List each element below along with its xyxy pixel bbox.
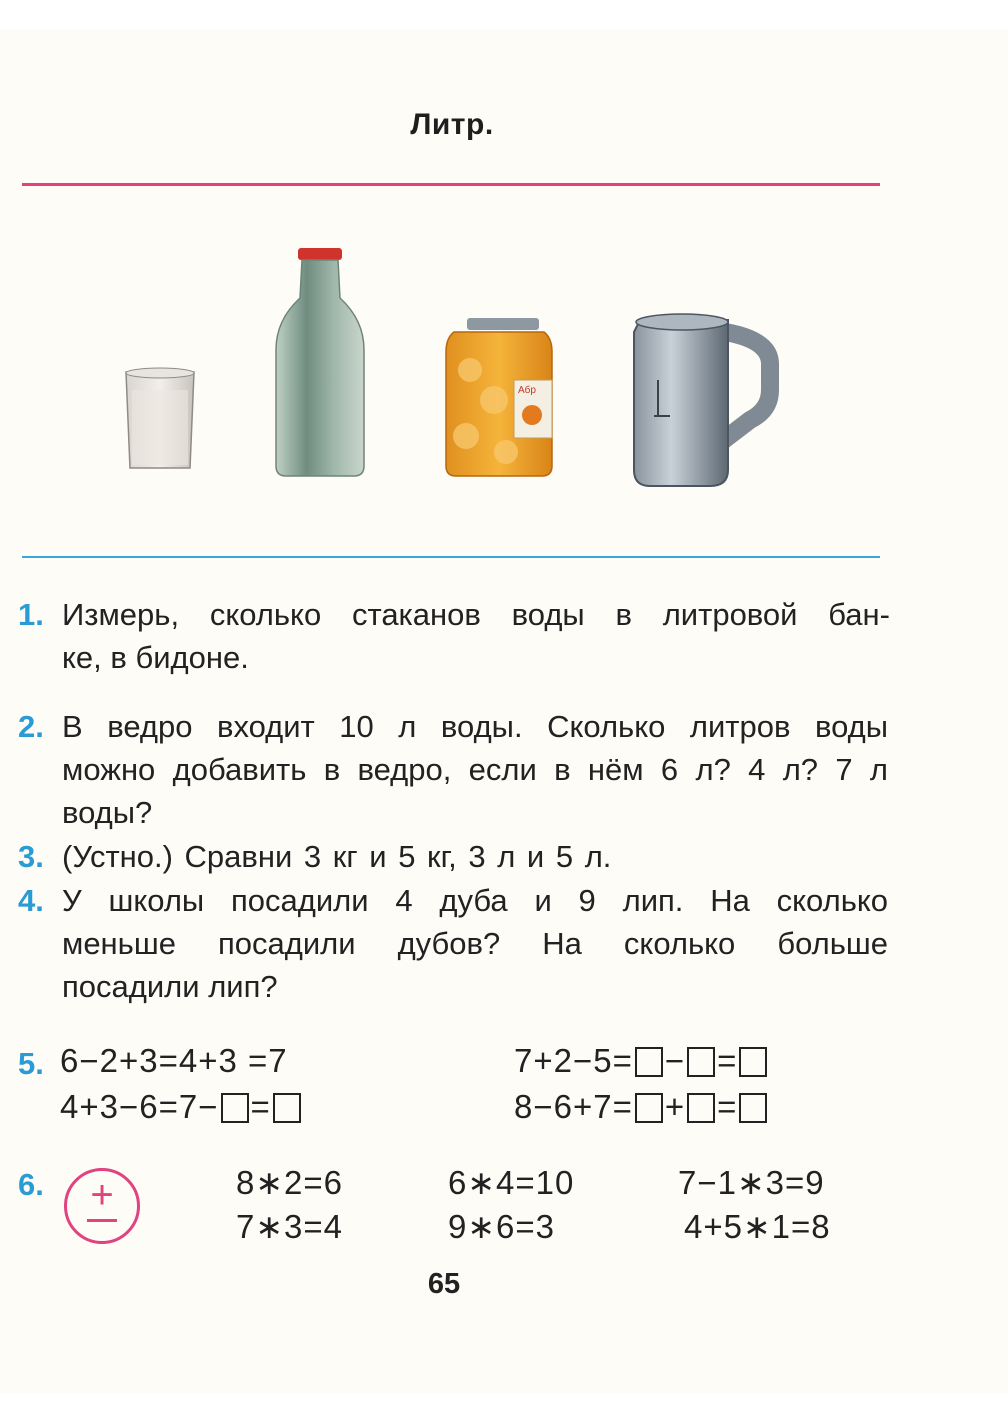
equation-text: =	[717, 1042, 738, 1079]
task-text-line: посадили лип?	[62, 969, 278, 1004]
equation-text: 6∗4=10	[448, 1164, 575, 1201]
answer-box[interactable]	[739, 1047, 767, 1077]
answer-box[interactable]	[687, 1093, 715, 1123]
equation-text: 8∗2=6	[236, 1164, 343, 1201]
equation	[684, 1207, 831, 1246]
task-text-line: Измерь, сколько стаканов воды в литровой бан-	[62, 597, 890, 632]
equation	[448, 1163, 574, 1202]
task-5	[18, 1042, 60, 1085]
task-6	[18, 1163, 60, 1206]
equation-text: =	[250, 1088, 271, 1125]
equation	[514, 1042, 769, 1080]
task-number: 6.	[18, 1167, 44, 1202]
task-3	[18, 835, 612, 878]
task-text-line: В ведро входит 10 л воды. Сколько литров воды	[62, 709, 888, 744]
minus-sign	[87, 1219, 117, 1222]
equation-text: 8−6+7=	[514, 1088, 633, 1125]
task-text-line: У школы посадили 4 дуба и 9 лип. На сколько	[62, 883, 888, 918]
equation	[236, 1207, 343, 1246]
plus-sign: +	[90, 1173, 114, 1217]
task-text-line: воды?	[62, 795, 153, 830]
equation	[236, 1163, 343, 1202]
task-number: 1.	[18, 597, 44, 632]
equation-text: 6−2+3=4+3 =7	[60, 1042, 288, 1079]
section-divider	[22, 556, 880, 558]
equation	[60, 1088, 303, 1126]
answer-box[interactable]	[739, 1093, 767, 1123]
equation-text: 4+5∗1=8	[684, 1208, 831, 1245]
equation-text: 7−1∗3=9	[678, 1164, 825, 1201]
task-text-line: меньше посадили дубов? На сколько больше	[62, 926, 888, 961]
equation	[448, 1207, 555, 1246]
equation-text: +	[664, 1088, 686, 1125]
can-icon	[634, 314, 770, 486]
equation-text: 4+3−6=7−	[60, 1088, 219, 1125]
task-text-line: (Устно.) Сравни 3 кг и 5 кг, 3 л и 5 л.	[62, 839, 612, 874]
containers-illustration	[110, 240, 810, 500]
task-text-line: ке, в бидоне.	[62, 640, 249, 675]
answer-box[interactable]	[221, 1093, 249, 1123]
page-number: 65	[427, 1268, 461, 1300]
task-text-line: можно добавить в ведро, если в нём 6 л? 4 л? 7 л	[62, 752, 888, 787]
equation-text: 7∗3=4	[236, 1208, 343, 1245]
answer-box[interactable]	[635, 1047, 663, 1077]
answer-box[interactable]	[273, 1093, 301, 1123]
answer-box[interactable]	[635, 1093, 663, 1123]
equation	[514, 1088, 769, 1126]
equation-text: =	[717, 1088, 738, 1125]
page-title: Литр.	[410, 108, 494, 141]
title-divider	[22, 183, 880, 186]
task-number: 3.	[18, 839, 44, 874]
glass-icon	[126, 368, 194, 468]
task-number: 4.	[18, 883, 44, 918]
jar-icon	[446, 318, 552, 476]
plus-minus-icon	[64, 1168, 140, 1244]
bottom-margin	[0, 1393, 1008, 1425]
equation	[678, 1163, 825, 1202]
equation	[60, 1042, 288, 1080]
task-number: 2.	[18, 709, 44, 744]
task-4	[18, 879, 888, 1004]
equation-text: −	[664, 1042, 686, 1079]
jar-label-text: Абр	[518, 385, 536, 396]
equation-text: 9∗6=3	[448, 1208, 555, 1245]
equation-text: 7+2−5=	[514, 1042, 633, 1079]
task-1	[18, 593, 890, 675]
task-2	[18, 705, 888, 830]
bottle-icon	[276, 248, 364, 476]
top-margin	[0, 0, 1008, 30]
task-number: 5.	[18, 1046, 44, 1081]
answer-box[interactable]	[687, 1047, 715, 1077]
